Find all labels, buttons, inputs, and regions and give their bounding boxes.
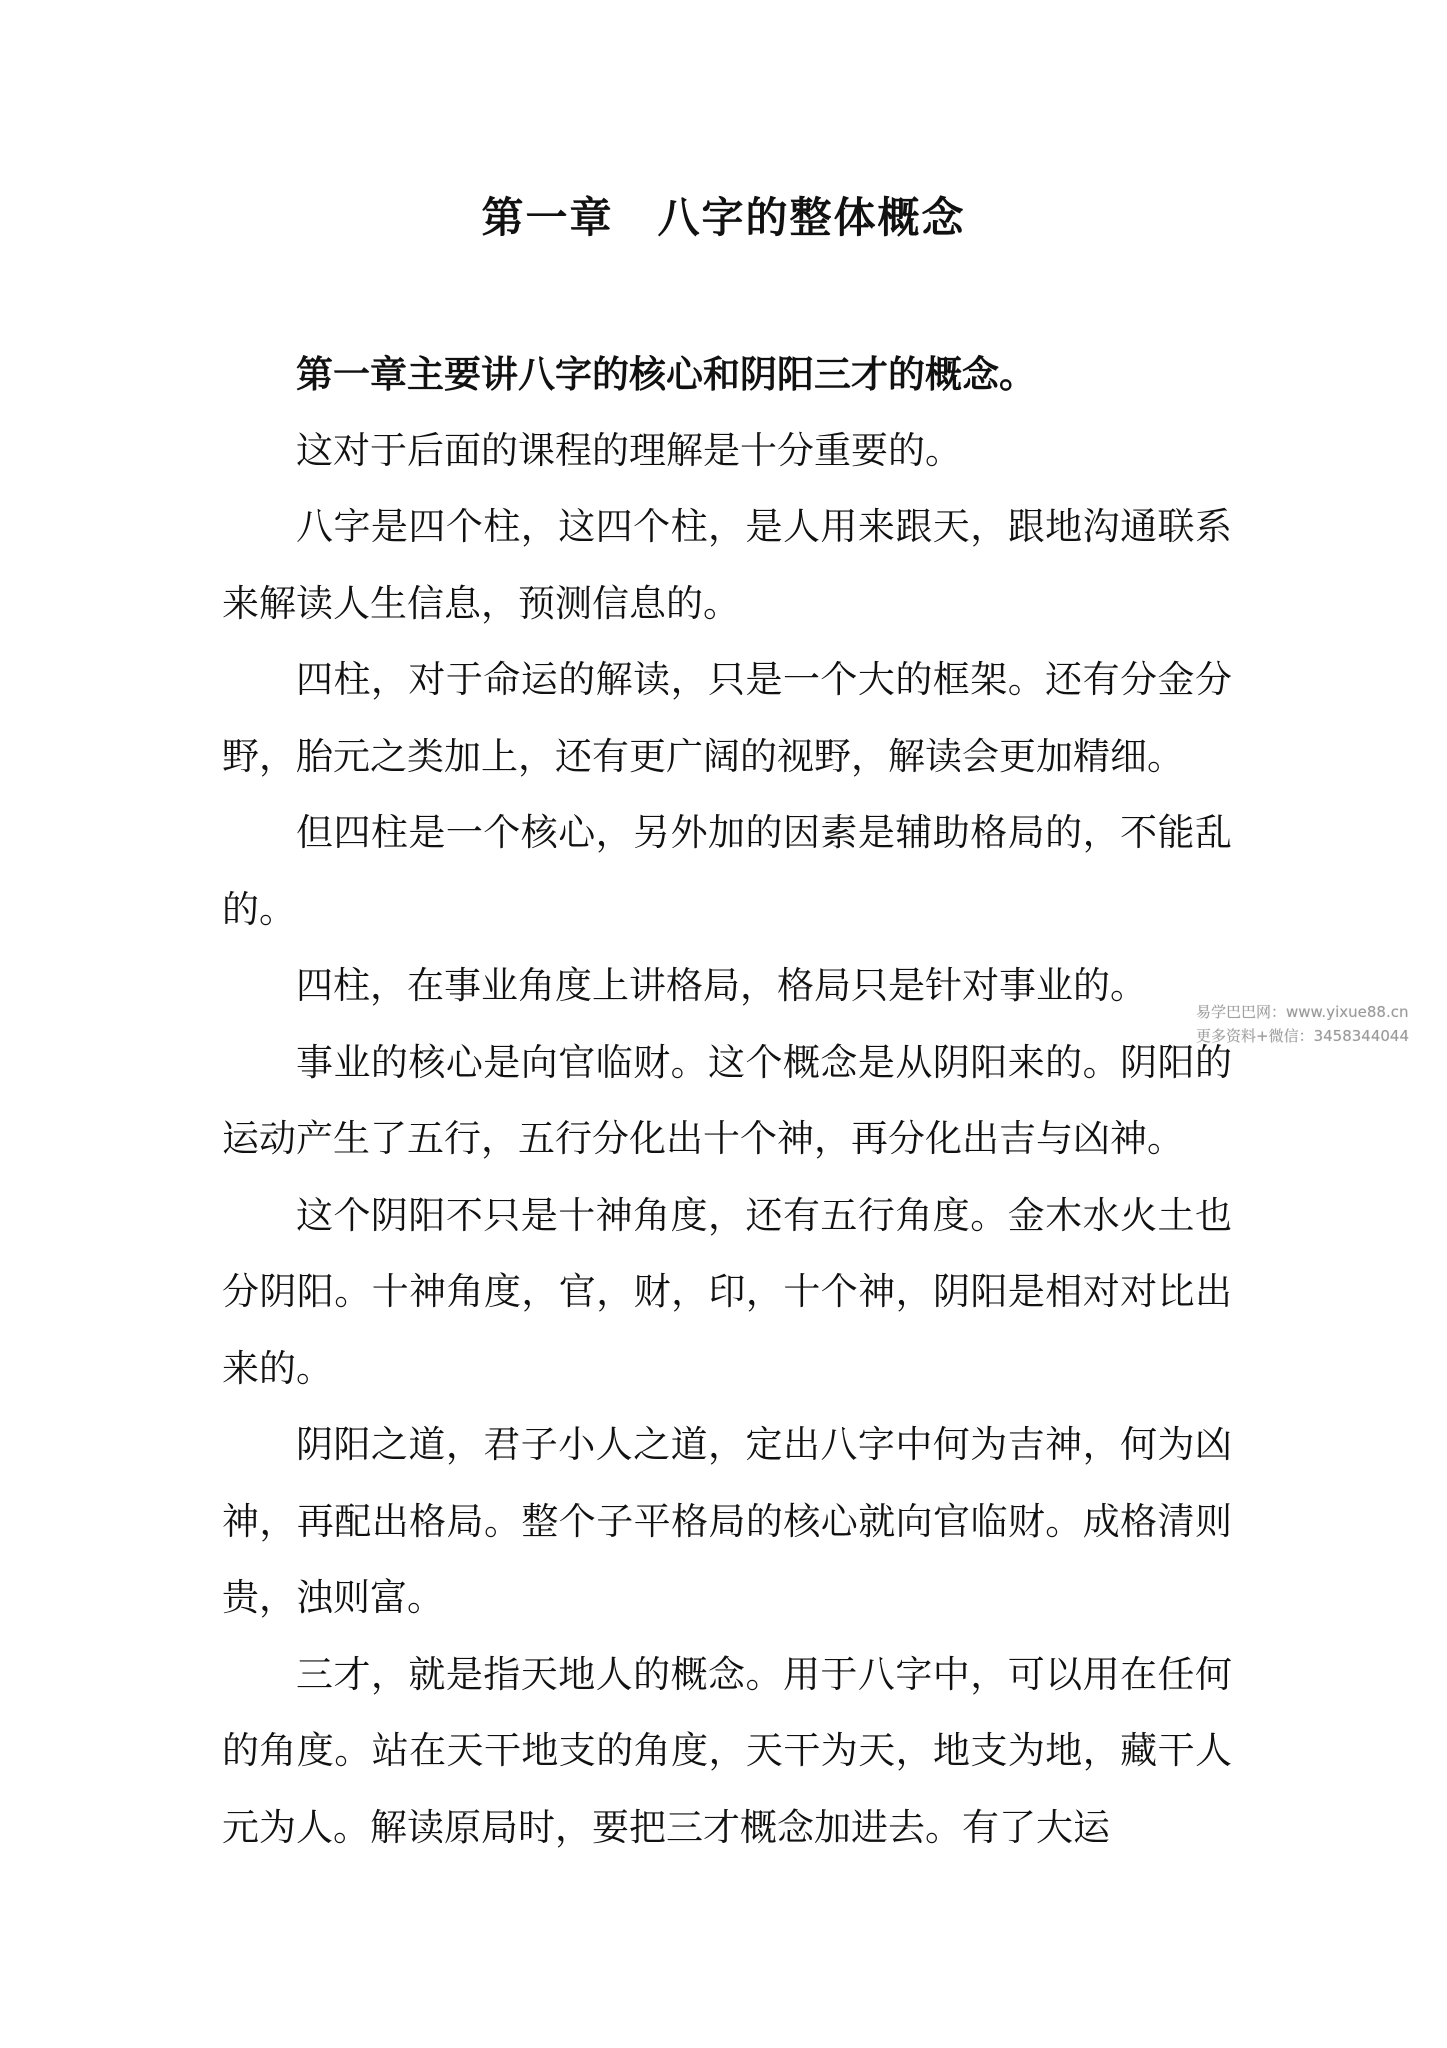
body-paragraph-9: 三才，就是指天地人的概念。用于八字中，可以用在任何的角度。站在天干地支的角度，天干为天，地支为地，藏干人元为人。解读原局时，要把三才概念加进去。有了大运 xyxy=(222,1652,1232,1849)
body-paragraph-8: 阴阳之道，君子小人之道，定出八字中何为吉神，何为凶神，再配出格局。整个子平格局的核心就向官临财。成格清则贵，浊则富。 xyxy=(222,1423,1232,1619)
chapter-title: 第一章 八字的整体概念 xyxy=(481,193,966,242)
body-paragraph-4: 但四柱是一个核心，另外加的因素是辅助格局的，不能乱的。 xyxy=(222,811,1232,931)
body-paragraph-1: 这对于后面的课程的理解是十分重要的。 xyxy=(296,428,962,472)
body-paragraph-6: 事业的核心是向官临财。这个概念是从阴阳来的。阴阳的运动产生了五行，五行分化出十个神，再分化出吉与凶神。 xyxy=(222,1040,1232,1160)
body-paragraph-2: 八字是四个柱，这四个柱，是人用来跟天，跟地沟通联系来解读人生信息，预测信息的。 xyxy=(222,505,1232,625)
body-paragraph-7: 这个阴阳不只是十神角度，还有五行角度。金木水火土也分阴阳。十神角度，官，财，印，十个神，阴阳是相对对比出来的。 xyxy=(222,1193,1232,1390)
lead-paragraph: 第一章主要讲八字的核心和阴阳三才的概念。 xyxy=(296,352,1036,396)
watermark-site: 易学巴巴网：www.yixue88.cn xyxy=(1196,1003,1409,1021)
watermark-contact: 更多资料+微信：3458344044 xyxy=(1196,1027,1410,1045)
body-paragraph-3: 四柱，对于命运的解读，只是一个大的框架。还有分金分野，胎元之类加上，还有更广阔的视野，解读会更加精细。 xyxy=(222,658,1232,778)
watermark xyxy=(1196,1000,1447,1048)
chapter-body xyxy=(222,336,1232,1866)
body-paragraph-5: 四柱，在事业角度上讲格局，格局只是针对事业的。 xyxy=(296,964,1147,1007)
